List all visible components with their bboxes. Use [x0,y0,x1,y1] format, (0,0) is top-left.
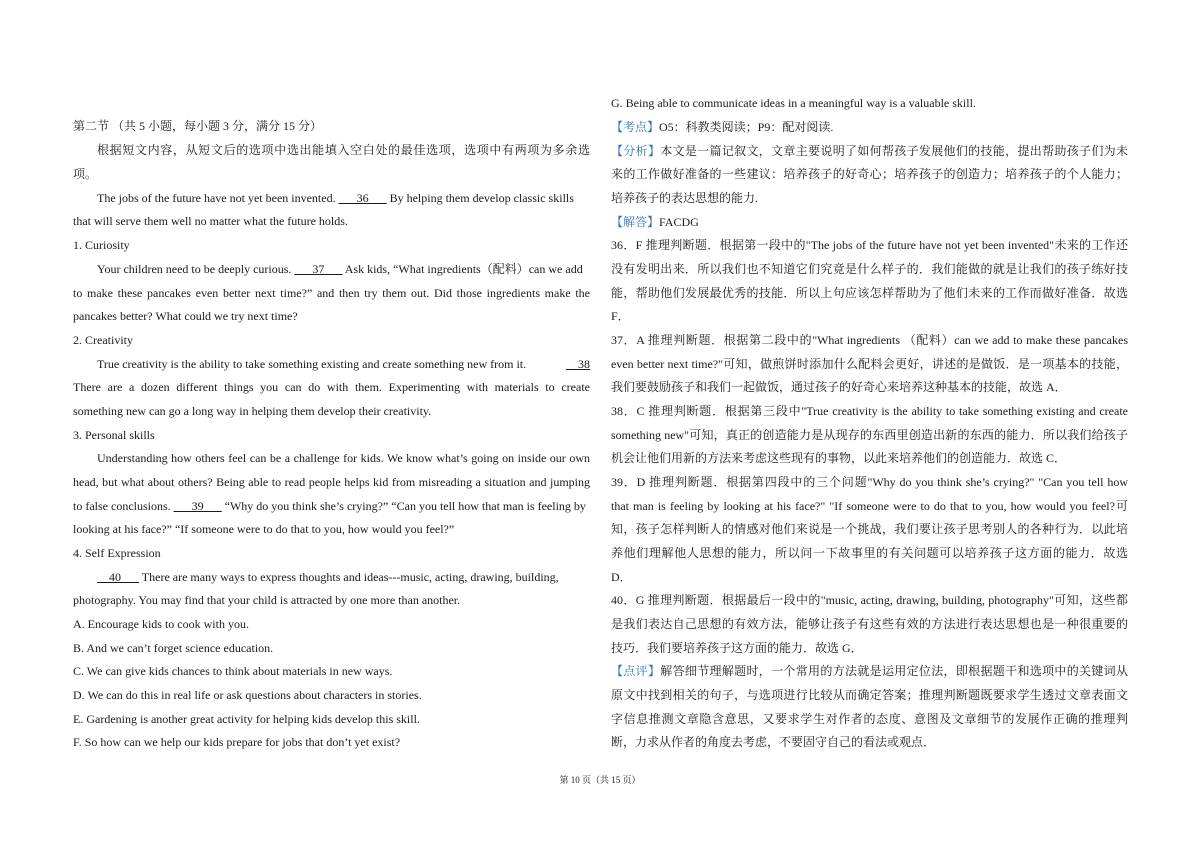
fenxi-line-1 [611,143,1128,159]
paragraph-2-line-2: to make these pancakes even better next time?” and then try them out. Did those ingredients make the [73,286,590,300]
fenxi-line-3: 培养孩子的表达思想的能力. [611,191,759,205]
option-e: E. Gardening is another great activity for helping kids develop this skill. [73,712,420,726]
dianping-line-4: 断，力求从作者的角度去考虑，不要固守自己的看法或观点． [611,735,936,749]
blank-40: __40___ [97,570,139,584]
answer-37-line-1: 37．A 推理判断题．根据第二段中的"What ingredients （配料）can we add to make these pancakes [611,333,1128,347]
dianping-line-1 [611,663,1128,679]
answer-37-line-3: 我们要鼓励孩子和我们一起做饭，通过孩子的好奇心来培养这种基本的技能，故选 A． [611,380,1067,394]
fenxi-line-2: 来的工作做好准备的一些建议：培养孩子的好奇心；培养孩子的创造力；培养孩子的个人能力； [611,167,1128,181]
blank-36: ___36___ [338,191,387,205]
paragraph-5-line-2: photography. You may find that your child is attracted by one more than another. [73,593,461,607]
paragraph-4-text: “Why do you think she’s crying?” “Can you tell how that man is feeling by [224,499,586,513]
heading-personal-skills: 3. Personal skills [73,428,155,442]
paragraph-1-line-2: that will serve them well no matter what the future holds. [73,214,348,228]
paragraph-4-line-4: looking at his face?” “If someone were to do that to you, how would you feel?” [73,522,455,536]
dianping-line-2: 原文中找到相关的句子，与选项进行比较从而确定答案；推理判断题既要求学生透过文章表面文 [611,688,1128,702]
page-footer: 第 10 页（共 15 页） [559,775,641,785]
answer-39-line-5: D． [611,570,632,584]
answer-39-line-2: that man is feeling by looking at his face?" "If someone were to do that to you, how would you feel?可 [611,499,1128,513]
option-g: G. Being able to communicate ideas in a meaningful way is a valuable skill. [611,96,976,110]
paragraph-4-line-2: head, but what about others? Being able to read people helps kid from misreading a situation and jumping [73,475,590,489]
heading-curiosity: 1. Curiosity [73,238,130,252]
paragraph-2-line-1 [73,261,590,277]
kaodian-label: 【考点】 [611,120,660,134]
answer-38-line-2: something new"可知，真正的创造能力是从现存的东西里创造出新的东西的能力．所以我们给孩子 [611,428,1128,442]
fenxi-label: 【分析】 [611,144,661,158]
jieda-line [611,214,1128,230]
paragraph-3-line-3: something new can go a long way in helping them develop their creativity. [73,404,432,418]
answer-40-line-2: 是我们表达自己思想的有效方法，能够让孩子有这些有效的方法进行表达思想也是一种很重要的 [611,617,1128,631]
answer-36-line-3: 能，帮助他们发展最优秀的技能．所以上句应该怎样帮助为了他们未来的工作而做好准备．故选 [611,286,1128,300]
heading-creativity: 2. Creativity [73,333,133,347]
option-c: C. We can give kids chances to think about materials in new ways. [73,664,393,678]
instructions-line-1: 根据短文内容，从短文后的选项中选出能填入空白处的最佳选项，选项中有两项为多余选 [97,143,590,157]
answer-38-line-1: 38．C 推理判断题．根据第三段中"True creativity is the ability to take something existing and create [611,404,1128,418]
answer-40-line-3: 技巧．我们要培养孩子这方面的能力．故选 G． [611,641,863,655]
heading-self-expression: 4. Self Expression [73,546,161,560]
kaodian-line [611,119,1128,135]
paragraph-1-line-1 [73,190,590,206]
option-f: F. So how can we help our kids prepare for jobs that don’t yet exist? [73,735,401,749]
answer-39-line-3: 知，孩子怎样判断人的情感对他们来说是一个挑战，我们要让孩子思考别人的各种行为．以此培 [611,522,1128,536]
blank-37: ___37___ [294,262,343,276]
answer-37-line-2: even better next time?"可知，做煎饼时添加什么配料会更好，讲述的是做饭．是一项基本的技能， [611,357,1128,371]
instructions-line-2: 项。 [73,167,98,181]
paragraph-1-text: By helping them develop classic skills [389,191,574,205]
paragraph-2-text: Your children need to be deeply curious. [97,262,292,276]
paragraph-3-line-2: There are a dozen different things you can do with them. Experimenting with materials to create [73,380,590,394]
option-d: D. We can do this in real life or ask questions about characters in stories. [73,688,422,702]
dianping-label: 【点评】 [611,664,661,678]
fenxi-text: 本文是一篇记叙文，文章主要说明了如何帮孩子发展他们的技能，提出帮助孩子们为未 [660,144,1128,158]
answer-38-line-3: 机会让他们用新的方法来考虑这些现有的事物，以此来培养他们的创造能力．故选 C． [611,451,1067,465]
answer-36-line-1: 36．F 推理判断题．根据第一段中的"The jobs of the future have not yet been invented"未来的工作还 [611,238,1128,252]
paragraph-1-text: The jobs of the future have not yet been invented. [97,191,336,205]
kaodian-text: O5：科教类阅读；P9：配对阅读. [659,120,834,134]
answer-40-line-1: 40．G 推理判断题．根据最后一段中的"music, acting, drawing, building, photography"可知，这些都 [611,593,1128,607]
blank-38: __38 [566,357,590,371]
paragraph-4-line-3 [73,498,590,514]
jieda-label: 【解答】 [611,215,660,229]
answer-36-line-2: 没有发明出来．所以我们也不知道它们究竟是什么样子的．我们能做的就是让我们的孩子练好技 [611,262,1128,276]
blank-39: ___39___ [173,499,222,513]
paragraph-4-line-1: Understanding how others feel can be a challenge for kids. We know what’s going on inside our own [97,451,590,465]
paragraph-2-text: Ask kids, “What ingredients（配料）can we add [344,262,583,276]
answer-39-line-1: 39．D 推理判断题．根据第四段中的三个问题"Why do you think she’s crying?" "Can you tell how [611,475,1128,489]
paragraph-3-line-1 [73,356,590,372]
jieda-text: FACDG [659,215,699,229]
answer-36-line-4: F． [611,309,630,323]
dianping-text: 解答细节理解题时，一个常用的方法就是运用定位法，即根据题干和选项中的关键词从 [660,664,1128,678]
section-header: 第二节 （共 5 小题，每小题 3 分，满分 15 分） [73,119,323,133]
paragraph-5-text: There are many ways to express thoughts and ideas---music, acting, drawing, building, [141,570,559,584]
paragraph-4-text: to false conclusions. [73,499,171,513]
paragraph-5-line-1 [73,569,590,585]
paragraph-2-line-3: pancakes better? What could we try next time? [73,309,298,323]
paragraph-3-text: True creativity is the ability to take something existing and create something new from it. [97,357,527,371]
answer-39-line-4: 养他们理解他人思想的能力，所以问一下故事里的有关问题可以培养孩子这方面的能力．故选 [611,546,1128,560]
option-b: B. And we can’t forget science education. [73,641,274,655]
dianping-line-3: 字信息推测文章隐含意思，又要求学生对作者的态度、意图及文章细节的发展作正确的推理判 [611,712,1128,726]
option-a: A. Encourage kids to cook with you. [73,617,249,631]
